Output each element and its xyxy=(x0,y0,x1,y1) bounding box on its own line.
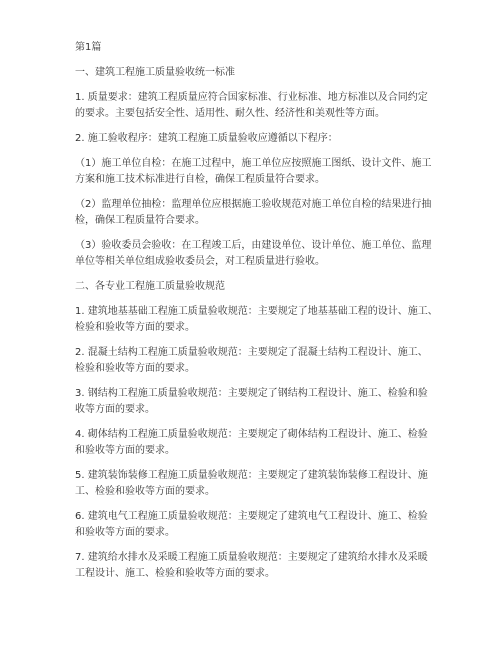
section-heading-1: 一、建筑工程施工质量验收统一标准 xyxy=(75,67,235,78)
page-label: 第1篇 xyxy=(75,42,102,53)
paragraph-line: 检，确保工程质量符合要求。 xyxy=(75,215,205,226)
paragraph-line: 工、检验和验收等方面的要求。 xyxy=(75,486,215,497)
paragraph-s2-6 xyxy=(75,509,430,541)
paragraph-s2-4 xyxy=(75,427,430,459)
paragraph-line: 和验收等方面的要求。 xyxy=(75,445,175,456)
paragraph-line: 检验和验收等方面的要求。 xyxy=(75,363,195,374)
paragraph-line: 和验收等方面的要求。 xyxy=(75,527,175,538)
paragraph-line: 2. 施工验收程序：建筑工程施工质量验收应遵循以下程序： xyxy=(75,133,338,144)
paragraph-line: 工程设计、施工、检验和验收等方面的要求。 xyxy=(75,568,275,579)
paragraph-line: 1. 质量要求：建筑工程质量应符合国家标准、行业标准、地方标准以及合同约定 xyxy=(75,92,428,103)
paragraph-s2-1 xyxy=(75,304,438,336)
document-body xyxy=(75,40,438,582)
paragraph-s2-2 xyxy=(75,345,430,377)
paragraph-line: （1）施工单位自检：在施工过程中，施工单位应按照施工图纸、设计文件、施工 xyxy=(75,158,432,169)
paragraph-s2-3 xyxy=(75,386,430,418)
paragraph-line: 单位等相关单位组成验收委员会，对工程质量进行验收。 xyxy=(75,256,325,267)
paragraph-line: 收等方面的要求。 xyxy=(75,404,155,415)
section-heading-2: 二、各专业工程施工质量验收规范 xyxy=(75,281,225,292)
paragraph-s1-1 xyxy=(75,90,430,122)
paragraph-line: 5. 建筑装饰装修工程施工质量验收规范：主要规定了建筑装饰装修工程设计、施 xyxy=(75,470,428,481)
paragraph-s1-3 xyxy=(75,156,430,188)
paragraph-line: 6. 建筑电气工程施工质量验收规范：主要规定了建筑电气工程设计、施工、检验 xyxy=(75,511,428,522)
paragraph-s1-4 xyxy=(75,197,430,229)
paragraph-s1-5 xyxy=(75,238,430,270)
paragraph-line: 4. 砌体结构工程施工质量验收规范：主要规定了砌体结构工程设计、施工、检验 xyxy=(75,429,428,440)
paragraph-s2-7 xyxy=(75,550,430,582)
paragraph-s1-2 xyxy=(75,131,430,147)
paragraph-s2-5 xyxy=(75,468,430,500)
paragraph-line: 2. 混凝土结构工程施工质量验收规范：主要规定了混凝土结构工程设计、施工、 xyxy=(75,347,428,358)
paragraph-line: 1. 建筑地基基础工程施工质量验收规范：主要规定了地基基础工程的设计、施工、 xyxy=(75,306,438,317)
paragraph-line: 7. 建筑给水排水及采暖工程施工质量验收规范：主要规定了建筑给水排水及采暖 xyxy=(75,552,428,563)
paragraph-line: 方案和施工技术标准进行自检，确保工程质量符合要求。 xyxy=(75,174,325,185)
paragraph-line: 3. 钢结构工程施工质量验收规范：主要规定了钢结构工程设计、施工、检验和验 xyxy=(75,388,428,399)
paragraph-line: 的要求。主要包括安全性、适用性、耐久性、经济性和美观性等方面。 xyxy=(75,108,385,119)
paragraph-line: （3）验收委员会验收：在工程竣工后，由建设单位、设计单位、施工单位、监理 xyxy=(75,240,432,251)
paragraph-line: （2）监理单位抽检：监理单位应根据施工验收规范对施工单位自检的结果进行抽 xyxy=(75,199,432,210)
paragraph-line: 检验和验收等方面的要求。 xyxy=(75,322,195,333)
